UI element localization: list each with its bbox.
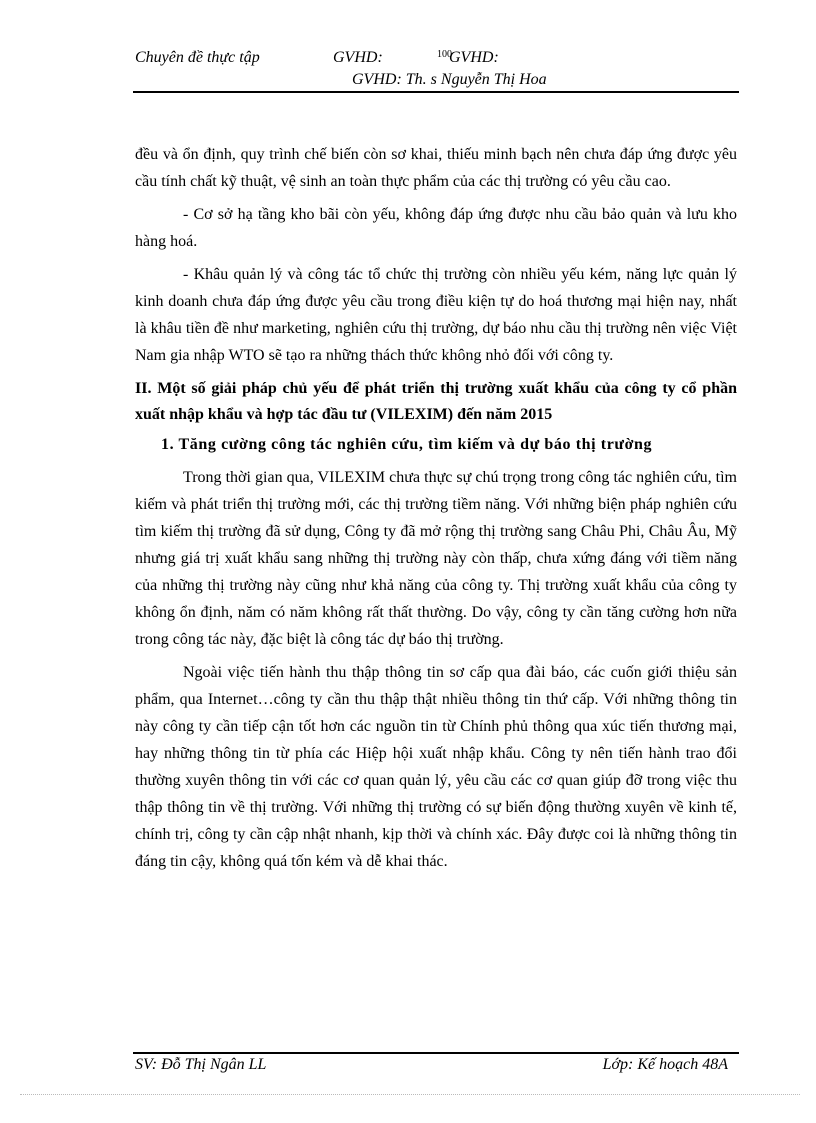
footer-student-name: SV: Đỗ Thị Ngân LL [135, 1056, 267, 1073]
header-document-title: Chuyên đề thực tập [135, 49, 260, 66]
header-divider [133, 91, 739, 93]
page-bottom-edge [20, 1094, 800, 1095]
section-heading-ii: II. Một số giải pháp chủ yếu để phát triển thị trường xuất khẩu của công ty cổ phần xuất nhập khẩu và hợp tác đầu tư (VILEXIM) đến năm 2015 [135, 380, 737, 423]
paragraph-continuation: đều và ổn định, quy trình chế biến còn sơ khai, thiếu minh bạch nên chưa đáp ứng được yêu cầu tính chất kỹ thuật, vệ sinh an toàn thực phẩm của các thị trường có yêu cầu cao. [135, 146, 737, 190]
footer-class-name: Lớp: Kế hoạch 48A [602, 1056, 728, 1073]
paragraph-management: - Khâu quản lý và công tác tổ chức thị trường còn nhiều yếu kém, năng lực quản lý kinh doanh chưa đáp ứng được yêu cầu trong điều kiện tự do hoá thương mại hiện nay, nhất là khâu tiền đề như marketing, nghiên cứu thị trường, dự báo nhu cầu thị trường nên việc Việt Nam gia nhập WTO sẽ tạo ra những thách thức không nhỏ đối với công ty. [135, 266, 737, 364]
footer-divider [133, 1052, 739, 1054]
document-body [135, 141, 737, 881]
header-supervisor-label: GVHD: [333, 49, 383, 66]
header-supervisor-label-2: GVHD: [449, 49, 499, 66]
paragraph-infrastructure: - Cơ sở hạ tầng kho bãi còn yếu, không đáp ứng được nhu cầu bảo quản và lưu kho hàng hoá. [135, 206, 737, 250]
subsection-heading-1: 1. Tăng cường công tác nghiên cứu, tìm kiếm và dự báo thị trường [161, 436, 653, 453]
paragraph-market-research: Trong thời gian qua, VILEXIM chưa thực sự chú trọng trong công tác nghiên cứu, tìm kiếm và phát triển thị trường mới, các thị trường tiềm năng. Với những biện pháp nghiên cứu tìm kiếm thị trường đã sử dụng, Công ty đã mở rộng thị trường sang Châu Phi, Châu Âu, Mỹ nhưng giá trị xuất khẩu sang những thị trường này còn thấp, chưa xứng đáng với tiềm năng của những thị trường này cũng như khả năng của công ty. Thị trường xuất khẩu của công ty không ổn định, năm có năm không rất thất thường. Do vậy, công ty cần tăng cường hơn nữa trong công tác này, đặc biệt là công tác dự báo thị trường. [135, 469, 737, 648]
paragraph-information-gathering: Ngoài việc tiến hành thu thập thông tin sơ cấp qua đài báo, các cuốn giới thiệu sản phẩm, qua Internet…công ty cần thu thập thật nhiều thông tin thứ cấp. Với những thông tin này công ty cần tiếp cận tốt hơn các nguồn tin từ Chính phủ thông qua xúc tiến thương mại, hay những thông tin từ phía các Hiệp hội xuất nhập khẩu. Công ty nên tiến hành trao đổi thường xuyên thông tin với các cơ quan quản lý, yêu cầu các cơ quan giúp đỡ trong việc thu thập thông tin về thị trường. Với những thị trường có sự biến động thường xuyên về kinh tế, chính trị, công ty cần cập nhật nhanh, kịp thời và chính xác. Đây được coi là những thông tin đáng tin cậy, không quá tốn kém và dễ khai thác. [135, 664, 737, 870]
page-number: 100 [437, 49, 452, 60]
header-supervisor-name: GVHD: Th. s Nguyễn Thị Hoa [352, 71, 547, 88]
